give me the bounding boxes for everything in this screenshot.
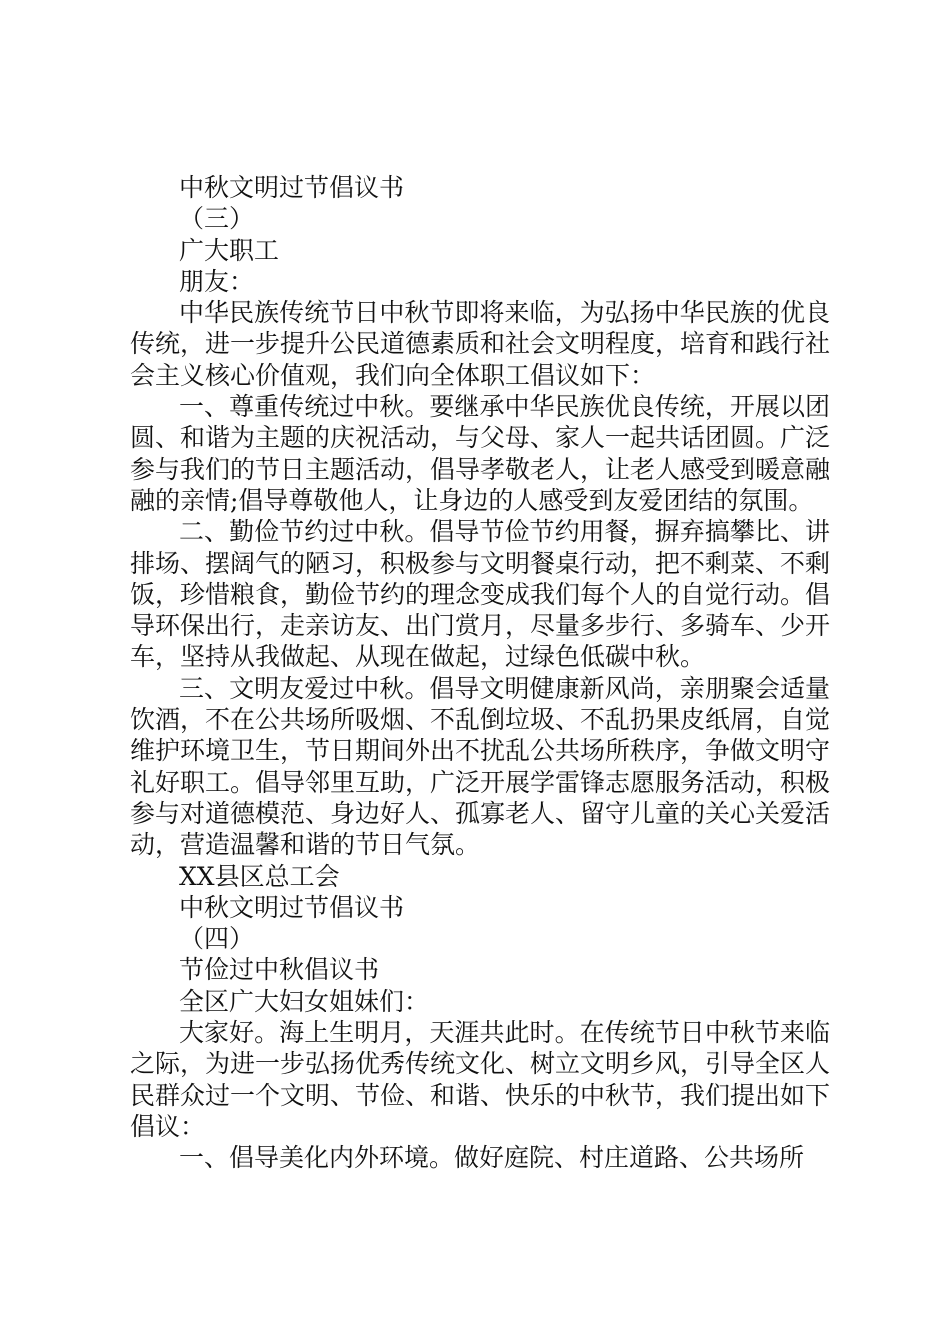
part4-number: （四） [179, 924, 255, 954]
part3-number: （三） [179, 204, 255, 234]
part4-intro-paragraph: 大家好。海上生明月，天涯共此时。在传统节日中秋节来临之际，为进一步弘扬优秀传统文化、树立文明乡风，引导全区人民群众过一个文明、节俭、和谐、快乐的中秋节，我们提出如下倡议： [130, 1018, 831, 1141]
document-page [130, 172, 830, 1174]
part3-title: 中秋文明过节倡议书 [179, 173, 405, 202]
part3-item2-paragraph: 二、勤俭节约过中秋。倡导节俭节约用餐，摒弃搞攀比、讲排场、摆阔气的陋习，积极参与文明餐桌行动，把不剩菜、不剩饭，珍惜粮食，勤俭节约的理念变成我们每个人的自觉行动。倡导环保出行，走亲访友、出门赏月，尽量多步行、多骑车、少开车，坚持从我做起、从现在做起，过绿色低碳中秋。 [130, 517, 831, 672]
part4-subtitle: 节俭过中秋倡议书 [179, 955, 380, 985]
part3-salutation-line1: 广大职工 [179, 235, 280, 265]
part3-intro-paragraph: 中华民族传统节日中秋节即将来临，为弘扬中华民族的优良传统，进一步提升公民道德素质和社会文明程度，培育和践行社会主义核心价值观，我们向全体职工倡议如下： [130, 298, 831, 390]
part3-signature: XX县区总工会 [179, 861, 340, 891]
part4-title: 中秋文明过节倡议书 [179, 892, 405, 922]
part3-item1-paragraph: 一、尊重传统过中秋。要继承中华民族优良传统，开展以团圆、和谐为主题的庆祝活动，与父母、家人一起共话团圆。广泛参与我们的节日主题活动，倡导孝敬老人，让老人感受到暖意融融的亲情;倡导尊敬他人，让身边的人感受到友爱团结的氛围。 [130, 392, 831, 515]
part3-salutation-line2: 朋友： [179, 266, 255, 296]
part3-item3-paragraph: 三、文明友爱过中秋。倡导文明健康新风尚，亲朋聚会适量饮酒，不在公共场所吸烟、不乱倒垃圾、不乱扔果皮纸屑，自觉维护环境卫生，节日期间外出不扰乱公共场所秩序，争做文明守礼好职工。倡导邻里互助，广泛开展学雷锋志愿服务活动，积极参与对道德模范、身边好人、孤寡老人、留守儿童的关心关爱活动，营造温馨和谐的节日气氛。 [130, 673, 831, 860]
part4-item1-paragraph: 一、倡导美化内外环境。做好庭院、村庄道路、公共场所 [179, 1143, 805, 1173]
part4-salutation: 全区广大妇女姐妹们： [179, 986, 430, 1016]
